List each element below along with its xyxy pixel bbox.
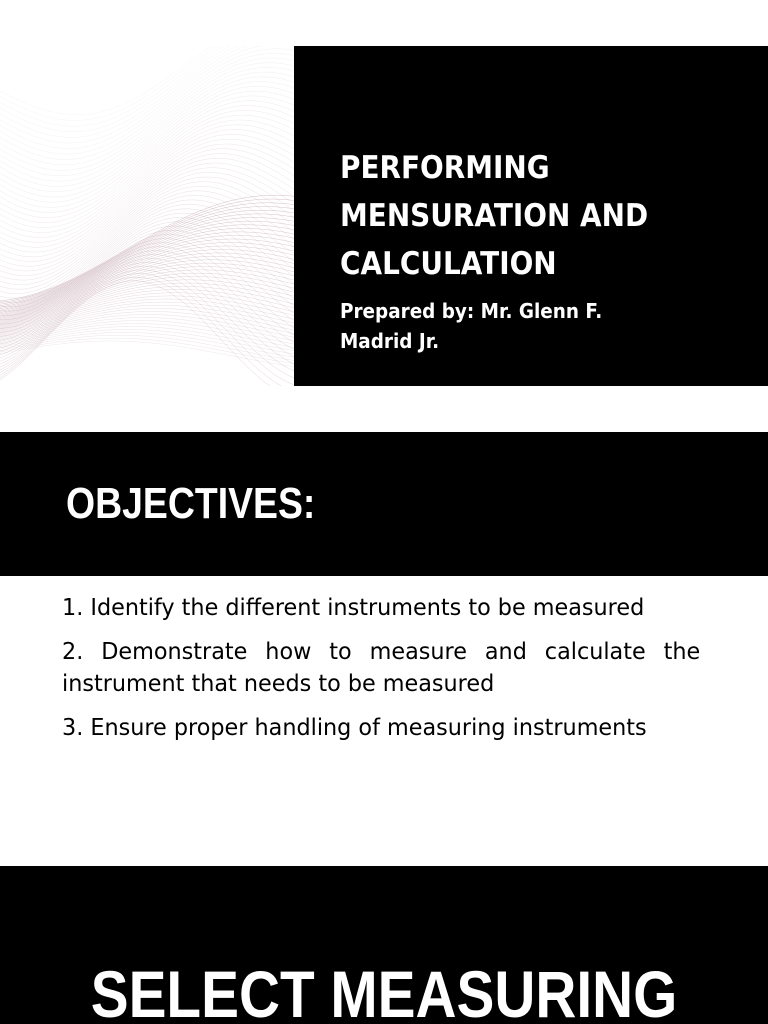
- title-line: MENSURATION AND: [340, 198, 649, 234]
- wave-pattern-image: [0, 46, 294, 386]
- prepared-by: [340, 296, 708, 356]
- title-line: CALCULATION: [340, 246, 557, 282]
- select-measuring-heading: SELECT MEASURING: [90, 957, 678, 1024]
- objectives-slide: [0, 432, 768, 820]
- objective-item: 2. Demonstrate how to measure and calculate the instrument that needs to be measured: [62, 639, 701, 697]
- title-slide: [0, 46, 768, 386]
- wave-line-art: [0, 46, 294, 386]
- presentation-title: [340, 144, 700, 288]
- objectives-header: [0, 432, 768, 576]
- objectives-heading: OBJECTIVES:: [66, 479, 316, 528]
- objective-item: 1. Identify the different instruments to be measured: [62, 595, 645, 621]
- prepared-by-line: Madrid Jr.: [340, 329, 440, 353]
- objective-item: 3. Ensure proper handling of measuring instruments: [62, 715, 647, 741]
- title-panel: [294, 46, 768, 386]
- select-measuring-slide: [0, 866, 768, 1024]
- title-line: PERFORMING: [340, 150, 550, 186]
- objectives-list: [62, 592, 700, 756]
- prepared-by-line: Prepared by: Mr. Glenn F.: [340, 299, 603, 323]
